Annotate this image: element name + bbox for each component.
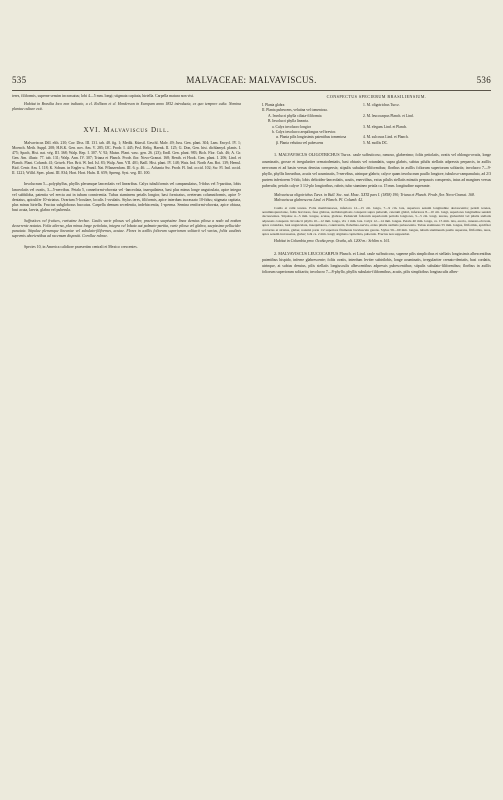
genus-name: Malvaviscus bbox=[103, 126, 149, 135]
species-count: Species 10, in America calidiore praesertim centrali et Mexico crescentes. bbox=[24, 244, 138, 249]
species-2 bbox=[262, 251, 491, 276]
running-header bbox=[12, 75, 491, 91]
page-number-right: 536 bbox=[476, 75, 491, 85]
right-column bbox=[262, 94, 491, 275]
left-column bbox=[12, 94, 241, 250]
key-row: a. Calyx involucro longior 3. M. elegans Lind. et Planch. bbox=[272, 124, 408, 129]
species-1 bbox=[262, 152, 491, 189]
genus-number: XVI. bbox=[83, 126, 101, 135]
synonym-1: Malvaviscus oligotrichus Turcz. in Bull. Soc. nat. Mosc. XXXI pars I. (1858) 190; Triana et Planch. Prodr. flor. Novo-Granat. 168. bbox=[274, 192, 475, 197]
key-row: B. Involucri phylla linearia. bbox=[268, 119, 309, 124]
key-row: b. Calyx involucro aequilongus vel brevior. bbox=[272, 130, 337, 135]
header-rule bbox=[12, 90, 491, 91]
habitat-note: Habitat in Brasilia loco non indicato, a cl. Rollison et cl. Henderson in Europam anno 1852 introducta, ex quo tempore culta. Nomina plantae culture exit. bbox=[12, 102, 241, 112]
species-1-title: 1. MALVAVISCUS OLIGOTRICHUS Turcz. bbox=[274, 152, 352, 158]
genus-description: Involucrum 5—polyphyllus, phyllis plerumque lanceolatis vel linearibus. Calyx tubuliformis vel campanulatus, 5-fidus vel 5-partitus, lobis lanceolatis vel ovatis, 3—5-nervibus. Petala 5, conneformi-obovata vel -lanceolata, inaequilatera, basi plus minus longe unguiculata, apice integra vel subbiloba, patentia vel erecta aut in tubum conniventia. Tubus staminens petalis longior, basi fornicatus, oeeterum columniformis, apice 5-dentatus, apiculifer 10-striatus. Ovarium 5-loculare, loculis 1-ovulatis. Stylus teres, filiformis, apice interdum incrassato 10-fidus; stigmata capitata, plus minus hirtella. Fructus subglobosus baccatus. Carpella demum secedentia, indehiscentia, 1-sperma. Semina reniformi-obovata, apice obtusa, basi acuta, laevia, glabra vel puberula. bbox=[12, 182, 241, 212]
key-row: II. Planta pubescens, velutina vel tomentosa. bbox=[262, 108, 328, 113]
conspectus-title: CONSPECTUS SPECIERUM BRASILIENSIUM. bbox=[326, 94, 427, 99]
key-row: β. Planta velutina vel pubescens 5. M. mollis DC. bbox=[276, 140, 388, 145]
species-1-diagnosis: caule suffruticoso, ramoso, glaberrimo; foliis petiolatis, ovatis vel oblongo-ovatis, longe acuminatis, grosse et irregulariter crenatodentatis, basi obtusis vel rotundatis, supra glabris, subtus pilulis stellatis adpressis perparcis, in axillis nervorum et ad basin versus densius conspersis; stipulis subulato-filiformibus; floribus in axillis foliorum superiorum solitariis; involucro 7—9-phyllo, phyllis linearibus, acutis vel acuminatis, 5-nervibus, utrinque glabris; calyce quam involucrum paullo longiore, tubuloso-campanulato, ad 2/3 partem inferiorem 5-fido, lobis deltoideo-lanceolatis, acutis, enerviibus, extus pilulis stellatis minutis perpaucis conspersis, intus ad margines versus puberulis; petalis calyce 3 1/2-plo longioribus, rubris; tubo stamineo petala ca. 15 mm. longitudine superante. bbox=[262, 153, 492, 189]
species-1-description: Caulis et rami teretes. Folia membranacea, inferiora 12—15 cm. longa, 7—9 cm. lata, superiora sensim longitudine decrescentia; petioli teretes, aeruminopunctatae, foliis breviores, fuse glabrae, stellulatopilosis conspersi supra puberuli, ceterum glabri, inferiores 8—10 cm. longi, superiores longitudine sensim decrescentes. Stipulae 4—5 mm. longae, acutae, glabrae. Pedunculi foliorum superiorum petiolis longiores, 3—5 cm. longi, teretes, glaberrimi vel pilulis stellatis adpressis conspersi. Involucri phylla 10—12 mm. longa, vix 1 mm. lata. Calyx 12—14 mm. longus. Petala 40 mm. longa, ca. 15 mm. lata, erecta, cuneato-obovata, apice rotundata, basi unguiculata, inaequilatera, conniventia, flabellato-nervia, extus pilulis stellatis pubescentia. Tubus stamineus 55 mm. longus, filiformis, apicifiter contortus et striatus, glaber, nonnisi parte 1/2 superiore filamenta breviuscula gerens. Stylus 56—60 mm. longus, tubum stamineum paullo superans, filiformis, teres, apice sensim incrassatus, glaber; lobi ca. 2 mm. longi; stigmata capitellata, puberula. Fructus non suppetebat. bbox=[262, 205, 491, 237]
genus-references: Malvaviscus Dill. elth. 210; Cav. Diss. III. 131. tab. 48. fig. 1; Medik. Künstl. Geschl. Malv. 49; Juss. Gen. plant. 304; Lam. Encycl. IV. 1; Moench. Meth. Suppl. 208; H.B.K. Gen. nov. Am. V. 285; DC. Prodr. I. 445; Prsl. Reliq. Haenk. II. 125; G. Don, Gen. hist. dichlamyd. plants. I. 475; Spach, Hist. nat. vég. III. 368; Walp. Rep. I. 307. V. 92; Maisn. Plant. vasc. gen. 26. (23); Endl. Gen. plant. 983; Bich. Flor. Cub. 46; A. Gr. Gen. Am. illustr. 77. tab. 131; Walp. Ann. IV. 307; Triana et Planch. Prodr. flor. Novo-Granat. 168; Benth. et Hook. Gen. plant. I. 206; Lind. et Planch. Plant. Columb. 41; Griseb. Flor. Brit. W. Ind. Isl. 83; Walp. Ann. VII. 401; Baill. Hist. plant. IV. 148; Wats. Ind. North Am. Bot. 139; Hemsl. Biol. Centr. Am. I. 118; K. Schum. in Engler u. Prantl. Nat. Pflanzenfam. III. 6. p. 46. — Achania Sw. Prodr. Fl. Ind. occid. 102; Sw. Fl. Ind. occid. II. 1221; Willd. Spec. plant. III. 834; Hort. Hort. Hafn. II. 659; Spreng. Syst. veg. III. 100. bbox=[12, 141, 241, 176]
page-number-left: 535 bbox=[12, 75, 27, 85]
key-row: α. Planta pilis longissimis patentibus tomentosa 4. M. sulcosus Lind. et Planch. bbox=[276, 135, 409, 140]
genus-author: Dill. bbox=[150, 126, 170, 135]
genus-heading bbox=[12, 126, 241, 135]
species-1-habitat: Habitat in Columbia prov. Ocaña prop. Ocaña, alt. 1200 m.: Schlim n. 161. bbox=[274, 239, 391, 244]
species-2-diagnosis: caule suffruticoso, superne pilis simplicibus et stellatis longissimis albescentibus patentibus hispido, inferne glabrescente; foliis ovatis, interdum leviter subtrilobis, longe acuminatis, irregulariter crenato-dentatis, basi cordatis, utrinque, at subtus densius, pilis stellatis longiusculis albescentibus adpressis pubescentibus; stipulis subulato-filiformibus; floribus in axillis foliorum superiorum solitariis; involucro 7—8-phyllo, phyllis subulato-filiformibus, acutis, pilis simplicibus longiusculis albes- bbox=[262, 251, 492, 275]
genus-habit: Suffrutices vel frutices, rarissime herbae. Caulis varie pilosus vel glaber, praeterea saepissime linea densius pilosa a nodo ad nodum decurrente notatus. Folia alterna, plus minus longe petiolata, integra vel lobata aut palmato-partita, varie pilosa vel glabra, saepissime pellucido-punctata. Stipulae plerumque lineariae vel subulato-filiformes, acutae. Flores in axillis foliorum superiorum solitarii vel varius, foliis caulinis supremis aborientibus ad racemum dispositi. Corollae rubrae. bbox=[12, 218, 241, 238]
species-2-title: 2. MALVAVISCUS LEUCOCARPUS Planch. et Lind. bbox=[274, 250, 366, 256]
conspectus-key bbox=[262, 103, 491, 146]
header-title bbox=[12, 75, 491, 85]
synonym-2: Malvaviscus glabrescens Lind. et Planch. Pl. Columb. 42. bbox=[274, 197, 364, 202]
text-continuation: teres, filiformis, superne sensim incrassatus; lobi 4—5 mm. longi; stigmata capitata, hirtella. Carpella matura non visi. bbox=[12, 94, 195, 98]
header-title-right: MALVAVISCUS. bbox=[248, 75, 317, 85]
header-title-left: MALVACEAE: bbox=[186, 75, 247, 85]
key-row: A. Involucri phylla ciliata-filiformia 2. M. leucocarpus Planch. et Lind. bbox=[268, 113, 414, 118]
key-row: I. Planta glabra 1. M. oligotrichus Turcz. bbox=[262, 103, 400, 108]
